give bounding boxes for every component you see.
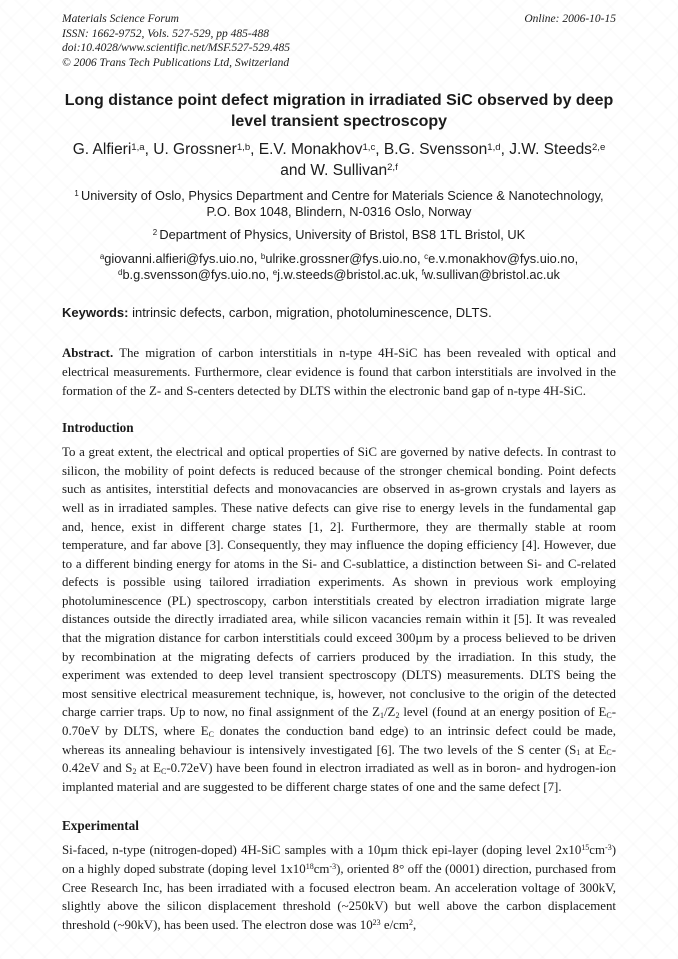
affiliation-2: $^2$ Department of Physics, University of Bristol, BS8 1TL Bristol, UK	[152, 226, 526, 242]
paper-title: Long distance point defect migration in irradiated SiC observed by deep level transient spectroscopy	[64, 91, 614, 130]
online-date: Online: 2006-10-15	[524, 13, 616, 25]
doi-line: doi:10.4028/www.scientific.net/MSF.527-529.485	[62, 42, 290, 55]
introduction-paragraph: To a great extent, the electrical and optical properties of SiC are governed by native defects. In contrast to silicon, the mobility of point defects is reduced because of the stronger chemical bonding. Point defects such as antisites, interstitial defects and monovacancies are observed in as-grown crystals and layers as well as in irradiated samples. These native defects can give rise to energy levels in the fundamental gap and, hence, exist in different charge states [1, 2]. Furthermore, they are thermally stable at room temperature, and far above [3]. Consequently, they may influence the doping efficiency [4]. However, due to a different binding energy for atoms in the Si- and C-sublattice, a distinction between Si- and C-related defects is possible using tailored irradiation experiments. As shown in previous work employing photoluminescence (PL) spectroscopy, carbon interstitials created by electron irradiation migrate large distances outside the directly irradiated area, while silicon vacancies remain within it [5]. It was revealed that the migration distance for carbon interstitials could exceed 300µm by a process believed to be driven by recombination at the migrating defects of carriers produced by the irradiation. In this study, the experiment was extended to deep level transient spectroscopy (DLTS) measurements. DLTS being the most sensitive electrical measurement technique, is, however, not conclusive to the origin of the detected charge carrier traps. Up to now, no final assignment of the $Z_1/Z_2$ level (found at an energy position of $E_C-0.70eV$ by DLTS, where $E_C$ donates the conduction band edge) to an intrinsic defect could be made, whereas its annealing behaviour is intensively investigated [6]. The two levels of the S center ($S_1$ at $E_C-0.42eV$ and $S_2$ at $E_C-0.72eV$) have been found in electron irradiated as well as in boron- and hydrogen-ion implanted material and are suggested to be different charge states of one and the same defect [7].	[62, 445, 617, 794]
affiliation-1: $^1$ University of Oslo, Physics Department and Centre for Materials Science & Nanotechnology, P.O. Box 1048, Blindern, N-0316 Oslo, Norway	[74, 187, 604, 219]
journal-name: Materials Science Forum	[62, 13, 179, 25]
author-emails: $^a$giovanni.alfieri@fys.uio.no, $^b$ulrike.grossner@fys.uio.no, $^c$e.v.monakhov@fys.uio.no, $^d$b.g.svensson@fys.uio.no, $^e$j.w.steeds@bristol.ac.uk, $^f$w.sullivan@bristol.ac.uk	[99, 250, 579, 283]
copyright-line: © 2006 Trans Tech Publications Ltd, Switzerland	[62, 57, 290, 70]
keywords-line: Keywords: intrinsic defects, carbon, migration, photoluminescence, DLTS.	[62, 305, 492, 321]
section-heading-experimental: Experimental	[62, 818, 139, 834]
journal-header	[62, 12, 616, 71]
abstract-paragraph: Abstract. The migration of carbon interstitials in n-type 4H-SiC has been revealed with optical and electrical measurements. Furthermore, clear evidence is found that carbon interstitials are involved in the formation of the Z- and S-centers detected by DLTS within the electronic band gap of n-type 4H-SiC.	[62, 346, 616, 398]
author-list: G. Alfieri$^{1,a}$, U. Grossner$^{1,b}$, E.V. Monakhov$^{1,c}$, B.G. Svensson$^{1,d}$, J.W. Steeds$^{2,e}$ and W. Sullivan$^{2,f}$	[72, 141, 606, 179]
journal-info-block	[62, 12, 290, 71]
section-heading-introduction: Introduction	[62, 420, 134, 436]
experimental-paragraph: Si-faced, n-type (nitrogen-doped) 4H-SiC samples with a 10µm thick epi-layer (doping level $2x10^{15}cm^{-3}$) on a highly doped substrate (doping level $1x10^{18}cm^{-3}$), oriented 8° off the (0001) direction, purchased from Cree Research Inc, has been irradiated with a focused electron beam. An acceleration voltage of 300kV, slightly above the silicon displacement threshold (~250kV) but well above the carbon displacement threshold (~90kV), has been used. The electron dose was $10^{23}$ $e/cm^2$,	[62, 843, 616, 932]
issn-line: ISSN: 1662-9752, Vols. 527-529, pp 485-488	[62, 27, 269, 40]
